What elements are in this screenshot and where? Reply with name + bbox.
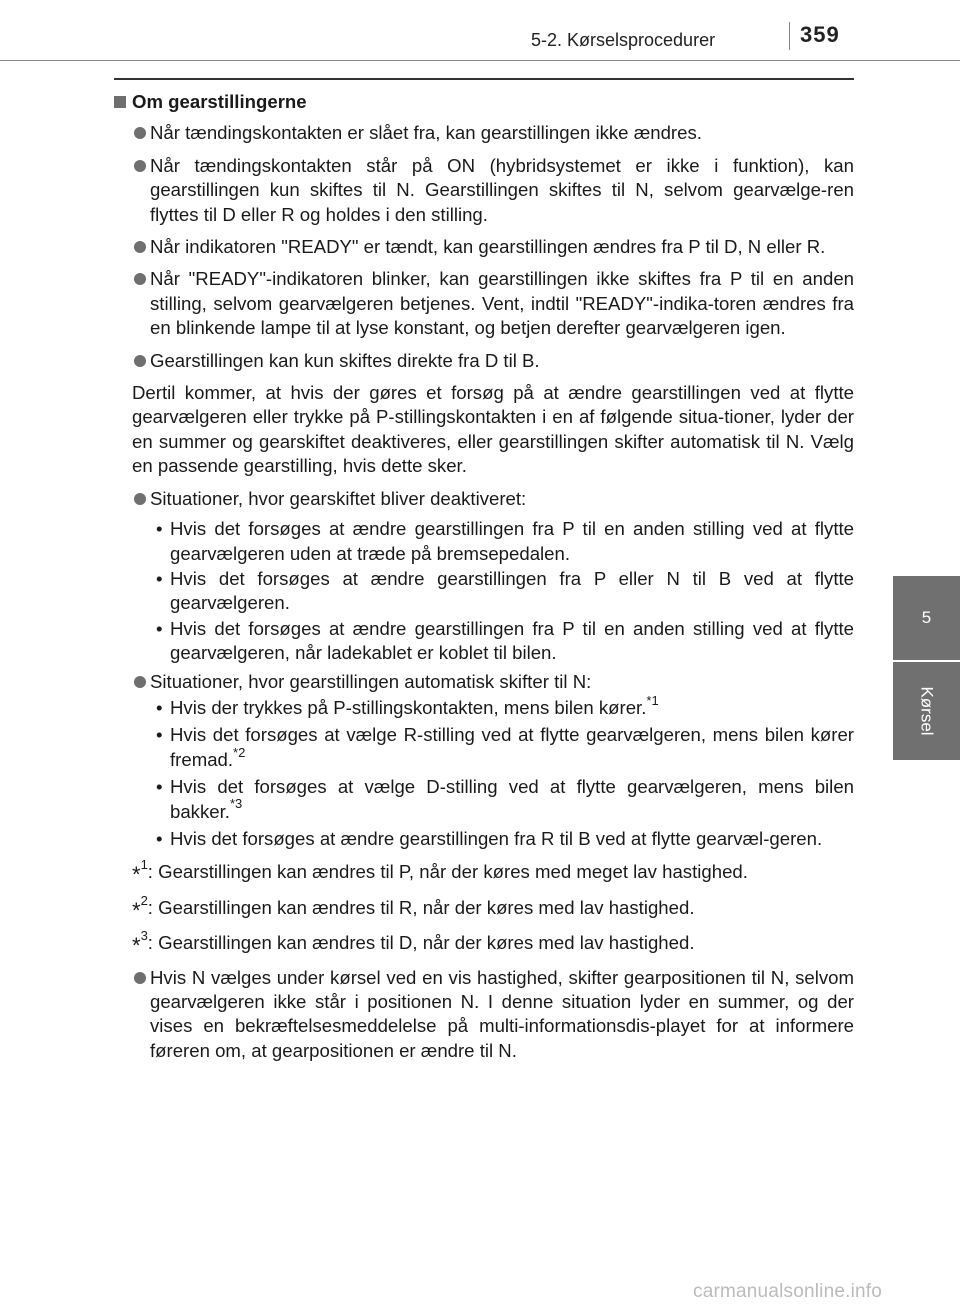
footnote-ref: *1 — [646, 692, 659, 708]
sublist-item: • Hvis der trykkes på P-stillingskontakten, mens bilen kører.$^{*1}$ — [114, 696, 854, 720]
list-item-disabled-situations: Situationer, hvor gearskiftet bliver deaktiveret: — [114, 487, 854, 511]
circle-bullet-icon — [134, 127, 146, 139]
section-heading — [114, 90, 854, 114]
list-item: Når tændingskontakten står på ON (hybridsystemet er ikke i funktion), kan gearstillingen kun skiftes til N. Gearstillingen skiftes til N, selvom gearvælge-ren flyttes til D eller R og holdes i den stilling. — [114, 154, 854, 227]
sublist-item: • Hvis det forsøges at ændre gearstillingen fra P til en anden stilling ved at flytte gearvælgeren uden at træde på bremsepedalen. — [156, 518, 854, 564]
circle-bullet-icon — [134, 676, 146, 688]
circle-bullet-icon — [134, 160, 146, 172]
body-paragraph: Dertil kommer, at hvis der gøres et forsøg på at ændre gearstillingen ved at flytte gearvælgeren eller trykke på P-stillingskontakten i en af følgende situa-tioner, lyder der en summer og gearskiftet deaktiveres, eller gearstillingen skifter automatisk til N. Vælg en passende gearstilling, hvis dette sker. — [132, 382, 854, 477]
circle-bullet-icon — [134, 355, 146, 367]
square-bullet-icon — [114, 96, 126, 108]
footnote: *$^3$: Gearstillingen kan ændres til D, når der køres med lav hastighed. — [132, 928, 695, 959]
dot-marker-icon: • — [156, 518, 163, 540]
page-number: 359 — [800, 22, 840, 47]
footnote: *$^1$: Gearstillingen kan ændres til P, når der køres med meget lav hastighed. — [132, 857, 748, 888]
sublist-auto-n — [114, 692, 854, 851]
section-heading-text: Om gearstillingerne — [132, 91, 307, 112]
sublist-item: • Hvis det forsøges at vælge R-stilling ved at flytte gearvælgeren, mens bilen kører fremad.$^{*2}$ — [156, 724, 854, 770]
section-title: 5-2. Kørselsprocedurer — [531, 30, 716, 50]
footnote-ref: *2 — [233, 744, 246, 760]
dot-marker-icon: • — [156, 827, 163, 849]
watermark: carmanualsonline.info — [693, 1281, 883, 1302]
dot-marker-icon: • — [156, 567, 163, 589]
chapter-tab-label[interactable] — [893, 662, 960, 760]
circle-bullet-icon — [134, 241, 146, 253]
sublist-item: • Hvis det forsøges at ændre gearstillingen fra R til B ved at flytte gearvæl-geren. — [114, 827, 854, 851]
sublist-item: • Hvis det forsøges at vælge D-stilling ved at flytte gearvælgeren, mens bilen bakker.$^{*3}$ — [156, 776, 854, 822]
sublist-disabled — [114, 517, 854, 665]
header-rule — [0, 60, 960, 61]
footnote-ref: *3 — [229, 796, 243, 812]
section-rule — [114, 78, 854, 80]
list-item: Gearstillingen kan kun skiftes direkte fra D til B. — [114, 349, 854, 373]
list-item: Når indikatoren "READY" er tændt, kan gearstillingen ændres fra P til D, N eller R. — [114, 235, 854, 259]
dot-marker-icon: • — [156, 696, 163, 718]
dot-marker-icon: • — [156, 617, 163, 639]
list-item: Hvis N vælges under kørsel ved en vis hastighed, skifter gearpositionen til N, selvom gearvælgeren ikke står i positionen N. I denne situation lyder en summer, og der vises en bekræftelsesmeddelelse på multi-informationsdis-playet for at informere føreren om, at gearpositionen er ændre til N. — [114, 966, 854, 1064]
circle-bullet-icon — [134, 493, 146, 505]
dot-marker-icon: • — [156, 724, 163, 746]
page-content — [114, 90, 854, 1071]
circle-bullet-icon — [134, 273, 146, 285]
dot-marker-icon: • — [156, 776, 163, 798]
sublist-item: • Hvis det forsøges at ændre gearstillingen fra P eller N til B ved at flytte gearvælgeren. — [156, 567, 854, 614]
page-header — [0, 0, 960, 62]
footnote: *$^2$: Gearstillingen kan ændres til R, når der køres med lav hastighed. — [132, 892, 695, 923]
sublist-item: • Hvis det forsøges at ændre gearstillingen fra P til en anden stilling ved at flytte gearvælgeren, når ladekablet er koblet til bilen. — [156, 617, 854, 664]
circle-bullet-icon — [134, 972, 146, 984]
chapter-tab-text: Kørsel — [917, 686, 937, 736]
list-item: Når tændingskontakten er slået fra, kan gearstillingen ikke ændres. — [114, 121, 854, 145]
list-item: Når "READY"-indikatoren blinker, kan gearstillingen ikke skiftes fra P til en anden stilling, selvom gearvælgeren betjenes. Vent, indtil "READY"-indika-toren ændres fra en blinkende lampe til at lyse konstant, og betjen derefter gearvælgeren igen. — [114, 267, 854, 340]
header-divider — [789, 22, 790, 50]
chapter-tab-number[interactable]: 5 — [893, 576, 960, 660]
list-item-auto-n-situations: Situationer, hvor gearstillingen automatisk skifter til N: — [114, 670, 854, 694]
